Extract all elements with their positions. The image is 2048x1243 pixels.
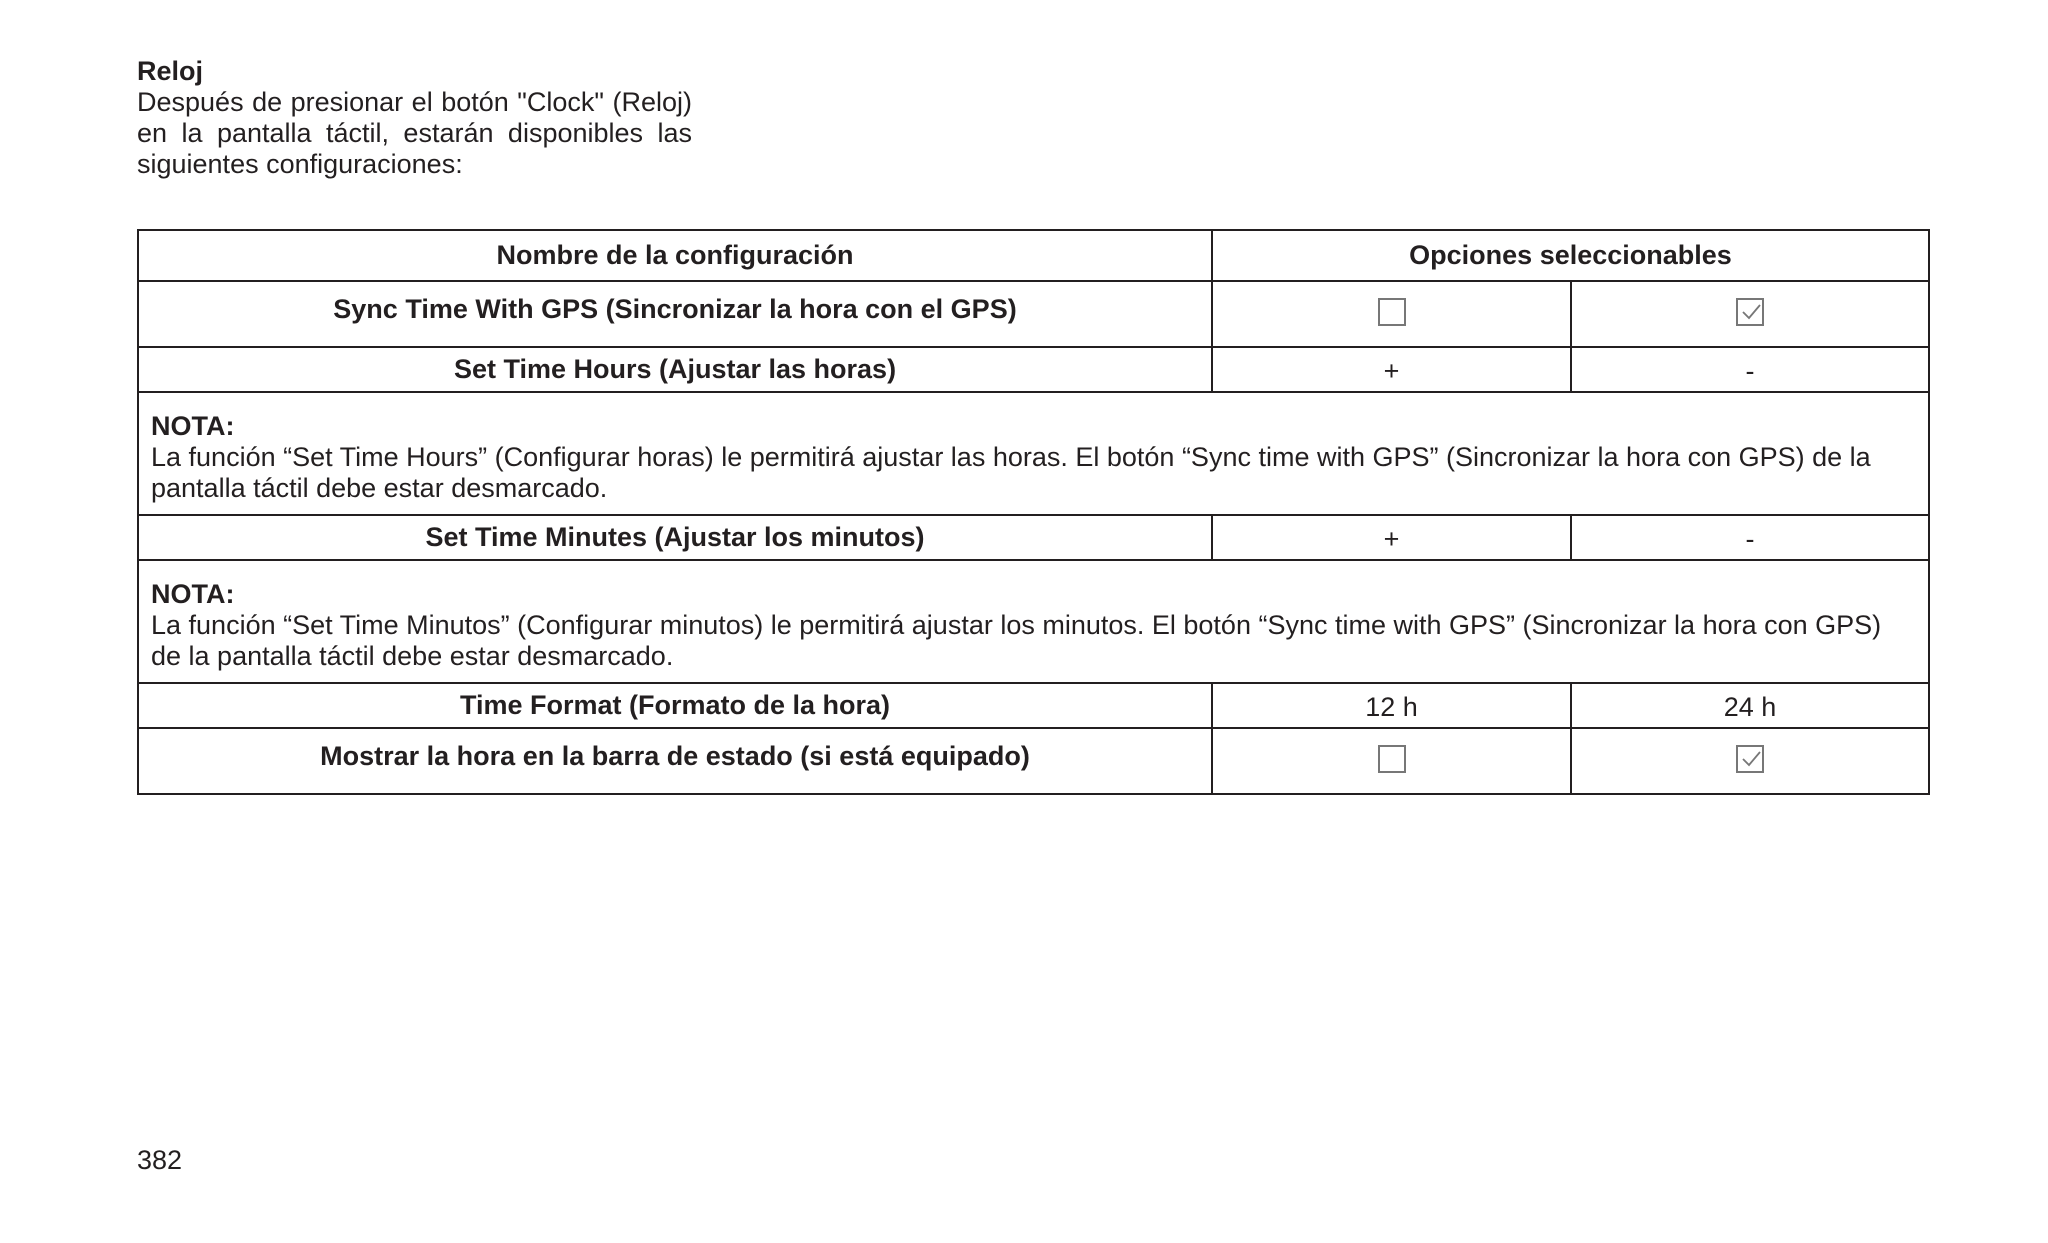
- option-plus: +: [1212, 347, 1571, 392]
- option-12h: 12 h: [1212, 683, 1571, 728]
- clock-settings-table: [137, 229, 1930, 795]
- unchecked-checkbox-icon: [1378, 745, 1406, 773]
- option-24h: 24 h: [1571, 683, 1929, 728]
- setting-name: Set Time Minutes (Ajustar los minutos): [138, 515, 1212, 560]
- setting-name: Mostrar la hora en la barra de estado (si está equipado): [138, 728, 1212, 794]
- option-cell: [1212, 728, 1571, 794]
- note-label: NOTA:: [151, 411, 235, 441]
- table-row-set-time-hours: [138, 347, 1929, 392]
- header-setting-name: Nombre de la configuración: [138, 230, 1212, 281]
- table-row-show-time-status-bar: [138, 728, 1929, 794]
- note-text: La función “Set Time Hours” (Configurar horas) le permitirá ajustar las horas. El botón “Sync time with GPS” (Sincronizar la hora con GPS) de la pantalla táctil debe estar desmarcado.: [151, 442, 1871, 503]
- note-cell: [138, 560, 1929, 683]
- note-cell: [138, 392, 1929, 515]
- table-row-note-minutes: [138, 560, 1929, 683]
- checked-checkbox-icon: [1736, 298, 1764, 326]
- table-row-sync-time-gps: [138, 281, 1929, 347]
- table-header-row: [138, 230, 1929, 281]
- unchecked-checkbox-icon: [1378, 298, 1406, 326]
- setting-name: Set Time Hours (Ajustar las horas): [138, 347, 1212, 392]
- table-row-note-hours: [138, 392, 1929, 515]
- option-plus: +: [1212, 515, 1571, 560]
- table-row-set-time-minutes: [138, 515, 1929, 560]
- note-text: La función “Set Time Minutos” (Configurar minutos) le permitirá ajustar los minutos. El botón “Sync time with GPS” (Sincronizar la hora con GPS) de la pantalla táctil debe estar desmarcado.: [151, 610, 1882, 671]
- option-minus: -: [1571, 515, 1929, 560]
- checked-checkbox-icon: [1736, 745, 1764, 773]
- intro-section: [137, 56, 692, 180]
- header-selectable-options: Opciones seleccionables: [1212, 230, 1929, 281]
- page-number: 382: [137, 1145, 183, 1175]
- option-cell: [1212, 281, 1571, 347]
- option-cell: [1571, 281, 1929, 347]
- setting-name: Sync Time With GPS (Sincronizar la hora con el GPS): [138, 281, 1212, 347]
- table-row-time-format: [138, 683, 1929, 728]
- option-cell: [1571, 728, 1929, 794]
- setting-name: Time Format (Formato de la hora): [138, 683, 1212, 728]
- section-title: Reloj: [137, 56, 204, 86]
- note-label: NOTA:: [151, 579, 235, 609]
- intro-paragraph: Después de presionar el botón "Clock" (Reloj) en la pantalla táctil, estarán disponibles las siguientes configuraciones:: [137, 87, 692, 179]
- option-minus: -: [1571, 347, 1929, 392]
